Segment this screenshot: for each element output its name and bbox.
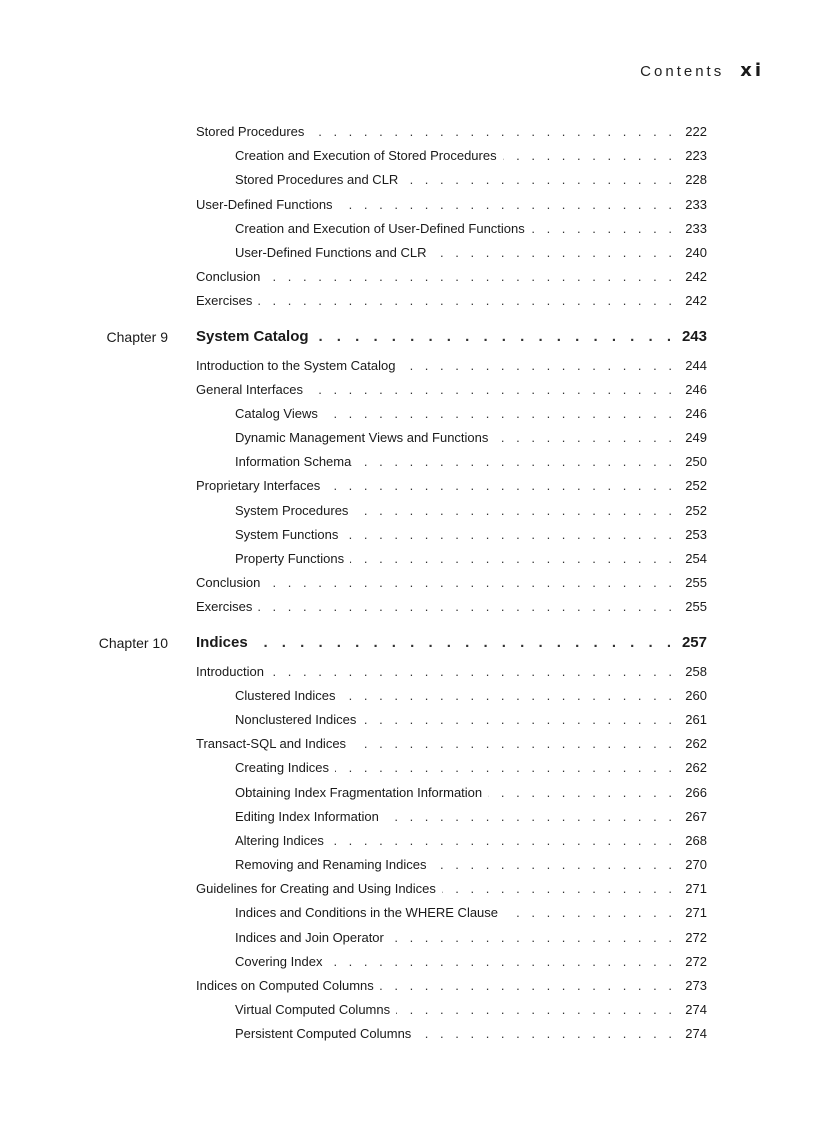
toc-entry-title: Virtual Computed Columns: [235, 998, 396, 1022]
dot-leader: [417, 1022, 676, 1046]
toc-entry-row[interactable]: [0, 571, 816, 595]
toc-entry: [196, 120, 676, 144]
toc-page-number: 223: [685, 148, 707, 164]
toc-entry-row[interactable]: [0, 241, 816, 265]
dot-leader: [258, 595, 676, 619]
toc-page-number: 274: [685, 1002, 707, 1018]
dot-leader: [354, 499, 676, 523]
toc-page-number: 243: [681, 327, 707, 345]
toc-entry-title: System Functions: [235, 523, 344, 547]
toc-entry-title: Transact-SQL and Indices: [196, 732, 352, 756]
dot-leader: [396, 998, 676, 1022]
table-of-contents: [0, 120, 816, 1047]
toc-entry: [235, 853, 676, 877]
toc-entry-row[interactable]: [0, 684, 816, 708]
toc-entry-row[interactable]: [0, 217, 816, 241]
toc-entry-row[interactable]: [0, 853, 816, 877]
toc-entry: [196, 660, 676, 684]
dot-leader: [258, 289, 676, 313]
dot-leader: [326, 474, 676, 498]
dot-leader: [335, 756, 676, 780]
toc-page-number: 233: [685, 196, 707, 212]
toc-entry-row[interactable]: [0, 708, 816, 732]
dot-leader: [254, 626, 676, 660]
running-head-page-number: xi: [740, 60, 764, 81]
dot-leader: [315, 320, 676, 354]
toc-entry: [196, 974, 676, 998]
toc-page-number: 268: [685, 832, 707, 848]
toc-entry-title: Indices and Join Operator: [235, 926, 390, 950]
toc-entry-row[interactable]: [0, 547, 816, 571]
toc-entry-title: Persistent Computed Columns: [235, 1022, 417, 1046]
toc-entry-title: Catalog Views: [235, 402, 324, 426]
toc-entry: [196, 265, 676, 289]
toc-entry-title: User-Defined Functions: [196, 193, 339, 217]
toc-entry: [196, 595, 676, 619]
toc-page-number: 266: [685, 784, 707, 800]
dot-leader: [352, 732, 676, 756]
dot-leader: [339, 193, 676, 217]
toc-page-number: 272: [685, 929, 707, 945]
dot-leader: [266, 571, 676, 595]
toc-page-number: 242: [685, 293, 707, 309]
toc-page-number: 260: [685, 687, 707, 703]
toc-entry: [196, 571, 676, 595]
toc-entry: [235, 781, 676, 805]
toc-entry-title: General Interfaces: [196, 378, 309, 402]
dot-leader: [330, 829, 676, 853]
toc-page-number: 244: [685, 357, 707, 373]
toc-entry-title: Stored Procedures: [196, 120, 310, 144]
toc-entry-title: System Catalog: [196, 320, 315, 354]
chapter-label: Chapter 10: [98, 634, 168, 651]
toc-entry-title: Dynamic Management Views and Functions: [235, 426, 494, 450]
dot-leader: [341, 684, 676, 708]
toc-page-number: 233: [685, 220, 707, 236]
toc-page-number: 271: [685, 905, 707, 921]
toc-entry-row[interactable]: [0, 120, 816, 144]
dot-leader: [344, 523, 676, 547]
dot-leader: [442, 877, 676, 901]
toc-page-number: 222: [685, 124, 707, 139]
toc-entry: [235, 829, 676, 853]
toc-entry: [235, 523, 676, 547]
toc-entry-title: Obtaining Index Fragmentation Information: [235, 781, 488, 805]
toc-entry-title: Introduction: [196, 660, 270, 684]
toc-entry-row[interactable]: [0, 1022, 816, 1046]
toc-entry: [196, 474, 676, 498]
toc-entry-title: Indices on Computed Columns: [196, 974, 380, 998]
toc-entry: [235, 950, 676, 974]
toc-chapter-row[interactable]: [0, 320, 816, 354]
toc-entry: [235, 144, 676, 168]
dot-leader: [270, 660, 676, 684]
dot-leader: [350, 547, 676, 571]
toc-entry-row[interactable]: [0, 289, 816, 313]
toc-page-number: 272: [685, 953, 707, 969]
dot-leader: [390, 926, 676, 950]
toc-entry-row[interactable]: [0, 144, 816, 168]
dot-leader: [266, 265, 676, 289]
toc-entry: [196, 877, 676, 901]
toc-entry-row[interactable]: [0, 378, 816, 402]
toc-entry-title: Property Functions: [235, 547, 350, 571]
toc-entry-row[interactable]: [0, 998, 816, 1022]
dot-leader: [503, 144, 676, 168]
dot-leader: [401, 354, 676, 378]
toc-entry: [235, 1022, 676, 1046]
toc-entry: [196, 732, 676, 756]
toc-entry-row[interactable]: [0, 426, 816, 450]
toc-page-number: 273: [685, 978, 707, 993]
toc-entry-row[interactable]: [0, 732, 816, 756]
toc-entry-row[interactable]: [0, 354, 816, 378]
toc-page-number: 274: [685, 1026, 707, 1042]
dot-leader: [404, 168, 676, 192]
toc-entry: [235, 901, 676, 925]
toc-page-number: 228: [685, 172, 707, 188]
toc-entry-row[interactable]: [0, 901, 816, 925]
running-head-title: Contents: [640, 63, 725, 80]
toc-page-number: 262: [685, 736, 707, 752]
toc-page-number: 267: [685, 808, 707, 824]
toc-page-number: 255: [685, 599, 707, 615]
dot-leader: [494, 426, 676, 450]
toc-entry-title: Exercises: [196, 289, 258, 313]
toc-entry: [235, 402, 676, 426]
toc-entry: [235, 926, 676, 950]
toc-entry-title: Altering Indices: [235, 829, 330, 853]
toc-entry: [235, 684, 676, 708]
toc-entry-title: System Procedures: [235, 499, 354, 523]
toc-page-number: 254: [685, 551, 707, 566]
toc-entry-title: Guidelines for Creating and Using Indices: [196, 877, 442, 901]
toc-entry: [196, 320, 676, 354]
running-head: [640, 60, 764, 81]
toc-page-number: 271: [685, 881, 707, 897]
toc-entry-title: Conclusion: [196, 571, 266, 595]
toc-page-number: 240: [685, 244, 707, 260]
dot-leader: [432, 241, 676, 265]
toc-page-number: 255: [685, 575, 707, 591]
toc-entry-row[interactable]: [0, 168, 816, 192]
toc-entry: [196, 354, 676, 378]
toc-entry-row[interactable]: [0, 660, 816, 684]
toc-page-number: 246: [685, 381, 707, 397]
dot-leader: [324, 402, 676, 426]
dot-leader: [310, 120, 676, 144]
toc-page-number: 258: [685, 663, 707, 679]
dot-leader: [433, 853, 677, 877]
toc-entry-row[interactable]: [0, 193, 816, 217]
toc-entry-row[interactable]: [0, 877, 816, 901]
toc-entry: [196, 378, 676, 402]
toc-entry-title: Indices and Conditions in the WHERE Clause: [235, 901, 504, 925]
toc-entry: [235, 450, 676, 474]
toc-entry-title: User-Defined Functions and CLR: [235, 241, 432, 265]
toc-page-number: 249: [685, 430, 707, 446]
dot-leader: [380, 974, 676, 998]
toc-entry-title: Creating Indices: [235, 756, 335, 780]
toc-entry-title: Introduction to the System Catalog: [196, 354, 401, 378]
toc-entry-title: Covering Index: [235, 950, 328, 974]
toc-entry: [235, 708, 676, 732]
toc-entry: [196, 626, 676, 660]
dot-leader: [309, 378, 676, 402]
toc-page-number: 250: [685, 454, 707, 470]
toc-entry-title: Editing Index Information: [235, 805, 385, 829]
toc-entry-title: Proprietary Interfaces: [196, 474, 326, 498]
toc-entry-title: Information Schema: [235, 450, 357, 474]
toc-entry-row[interactable]: [0, 926, 816, 950]
toc-entry: [196, 289, 676, 313]
toc-page-number: 242: [685, 269, 707, 285]
toc-entry: [235, 756, 676, 780]
toc-entry-title: Indices: [196, 626, 254, 660]
dot-leader: [328, 950, 676, 974]
toc-entry-row[interactable]: [0, 950, 816, 974]
dot-leader: [504, 901, 676, 925]
toc-entry-row[interactable]: [0, 781, 816, 805]
toc-page-number: 253: [685, 526, 707, 542]
toc-entry-title: Removing and Renaming Indices: [235, 853, 433, 877]
toc-entry-title: Stored Procedures and CLR: [235, 168, 404, 192]
dot-leader: [531, 217, 676, 241]
toc-entry-row[interactable]: [0, 402, 816, 426]
toc-entry-title: Creation and Execution of User-Defined Functions: [235, 217, 531, 241]
toc-entry: [235, 217, 676, 241]
dot-leader: [385, 805, 676, 829]
toc-page-number: 262: [685, 760, 707, 776]
toc-entry-row[interactable]: [0, 829, 816, 853]
toc-page-number: 252: [685, 502, 707, 518]
dot-leader: [488, 781, 676, 805]
toc-entry-row[interactable]: [0, 474, 816, 498]
toc-entry-title: Creation and Execution of Stored Procedures: [235, 144, 503, 168]
chapter-label: Chapter 9: [106, 328, 168, 345]
toc-page-number: 270: [685, 857, 707, 873]
toc-entry: [235, 547, 676, 571]
toc-entry: [235, 805, 676, 829]
toc-entry-title: Conclusion: [196, 265, 266, 289]
toc-page-number: 246: [685, 405, 707, 421]
toc-page-number: 261: [685, 711, 707, 727]
toc-entry: [196, 193, 676, 217]
toc-entry: [235, 426, 676, 450]
toc-entry-row[interactable]: [0, 974, 816, 998]
toc-chapter-row[interactable]: [0, 626, 816, 660]
toc-entry-row[interactable]: [0, 265, 816, 289]
toc-entry-title: Nonclustered Indices: [235, 708, 362, 732]
toc-entry: [235, 998, 676, 1022]
toc-entry-row[interactable]: [0, 450, 816, 474]
toc-entry-row[interactable]: [0, 756, 816, 780]
toc-entry-row[interactable]: [0, 595, 816, 619]
toc-entry: [235, 241, 676, 265]
toc-page-number: 257: [681, 633, 707, 651]
dot-leader: [357, 450, 676, 474]
toc-entry-row[interactable]: [0, 499, 816, 523]
toc-entry: [235, 499, 676, 523]
toc-page-number: 252: [685, 478, 707, 494]
toc-entry-row[interactable]: [0, 523, 816, 547]
toc-entry: [235, 168, 676, 192]
toc-entry-row[interactable]: [0, 805, 816, 829]
dot-leader: [362, 708, 676, 732]
toc-entry-title: Exercises: [196, 595, 258, 619]
toc-entry-title: Clustered Indices: [235, 684, 341, 708]
